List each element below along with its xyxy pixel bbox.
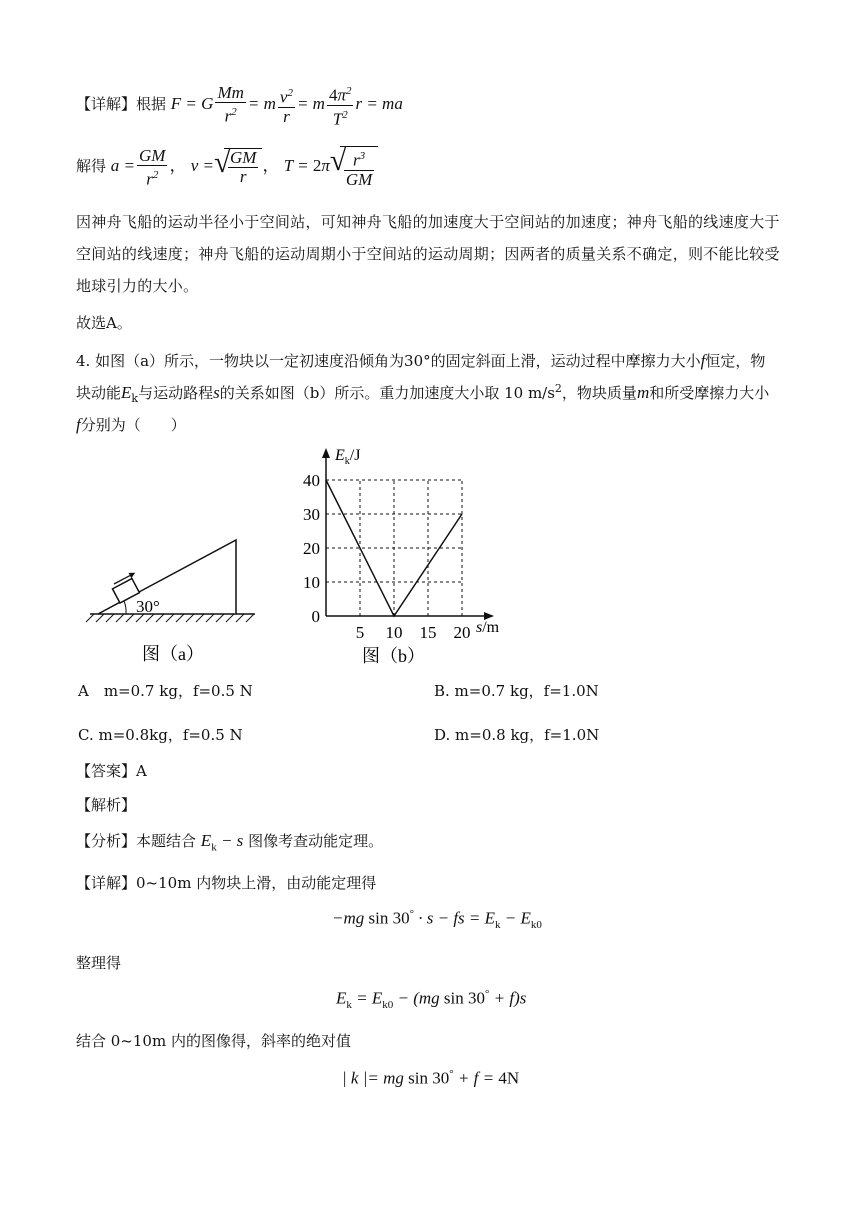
solve-formula-line — [76, 146, 378, 189]
figure-b-ek-s-chart — [290, 440, 520, 670]
detail-formula-line — [76, 82, 403, 128]
option-b[interactable]: B. m=0.7 kg，f=1.0N — [434, 682, 599, 700]
results-formula: a = $\frac{GM}{r^2}$ ， v = √ $\frac{GM}{r}$ ， T = 2π √ $\frac{r^3}{GM}$ — [111, 156, 379, 175]
figure-b-caption: 图（b） — [362, 646, 425, 666]
y-axis-arrow-icon — [322, 448, 330, 458]
option-d[interactable]: D. m=0.8 kg，f=1.0N — [434, 726, 600, 744]
detail2-line: 【详解】0~10m 内物块上滑，由动能定理得 — [76, 874, 377, 892]
detail-prefix: 【详解】根据 — [76, 95, 167, 114]
analysis-heading: 【解析】 — [76, 796, 137, 814]
answer-line: 【答案】A — [76, 762, 147, 780]
choose-a-line: 故选A。 — [76, 314, 132, 332]
option-c[interactable]: C. m=0.8kg，f=0.5 N — [78, 726, 243, 744]
y-tick-label-1: 10 — [303, 573, 320, 592]
y-tick-label-4: 40 — [303, 471, 320, 490]
q4-line3: f分别为（ ） — [76, 415, 186, 434]
fenxi-line: 【分析】本题结合 $E_k - s$ 图像考查动能定理。 — [76, 831, 384, 854]
solve-prefix: 解得 — [76, 157, 107, 176]
option-a[interactable]: A m=0.7 kg，f=0.5 N — [78, 682, 253, 700]
x-tick-label-3: 20 — [453, 623, 471, 642]
x-tick-label-1: 10 — [385, 623, 403, 642]
zhengli-line: 整理得 — [76, 954, 122, 972]
x-axis-label: s/m — [476, 619, 500, 636]
x-tick-label-2: 15 — [419, 623, 437, 642]
q4-line1: 4. 如图（a）所示，一物块以一定初速度沿倾角为30°的固定斜面上滑，运动过程中摩擦力大小f恒定，物 — [76, 351, 766, 370]
explanation-paragraph: 因神舟飞船的运动半径小于空间站，可知神舟飞船的加速度大于空间站的加速度；神舟飞船的线速度大于空间站的线速度；神舟飞船的运动周期小于空间站的运动周期；因两者的质量关系不确定，则不能比较受地球引力的大小。 — [76, 213, 780, 295]
y-tick-label-0: 0 — [311, 607, 320, 626]
jiehe-line: 结合 0~10m 内的图像得，斜率的绝对值 — [76, 1032, 351, 1050]
y-axis-label: $E_k/J$ — [335, 447, 361, 467]
angle-label: 30° — [136, 597, 160, 616]
y-tick-label-3: 30 — [303, 505, 320, 524]
q4-line2: 块动能$E_k$与运动路程s的关系如图（b）所示。重力加速度大小取 10 $m/s^2$，物块质量m和所受摩擦力大小 — [76, 382, 770, 405]
y-tick-label-2: 20 — [303, 539, 320, 558]
gravitation-formula: F = G $\frac{Mm}{r^2}$ = m $\frac{v^2}{r}$ = m $\frac{4\pi^2}{T^2}$ r = ma — [170, 83, 403, 129]
rearranged-equation: $E_k = E_{k0} - (mg$ sin 30° + f)s — [336, 988, 527, 1012]
x-tick-label-0: 5 — [355, 623, 365, 642]
figure-a-incline — [80, 530, 270, 670]
slope-equation: | k |= mg sin 30° + f = 4N — [342, 1068, 520, 1088]
energy-theorem-equation: −mg sin 30° · s − fs = $E_k - E_{k0}$ — [332, 908, 542, 932]
figure-a-caption: 图（a） — [142, 644, 204, 664]
